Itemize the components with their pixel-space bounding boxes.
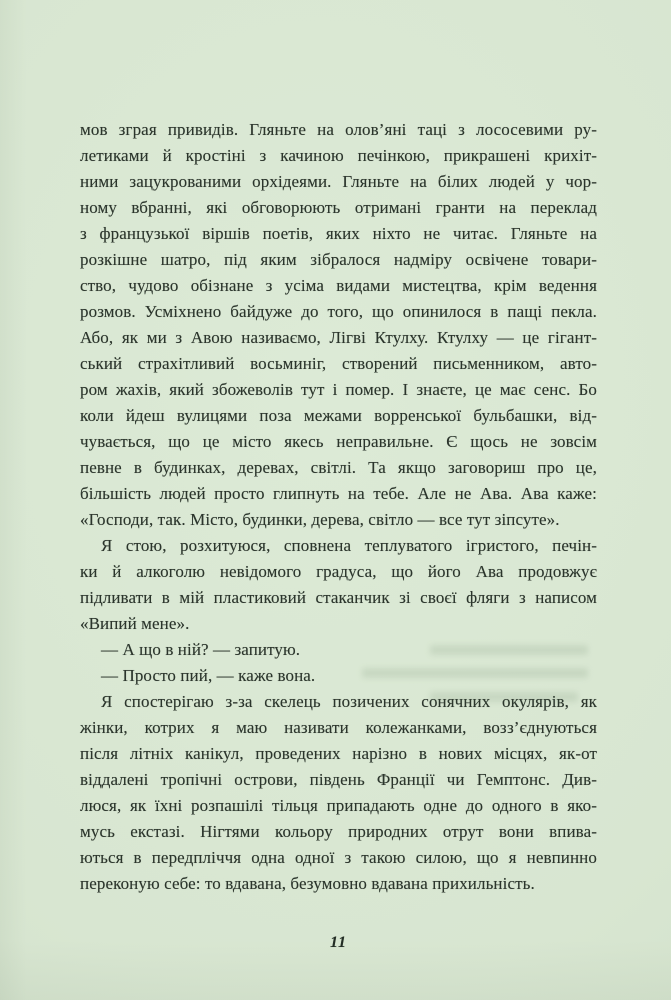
text-line: підливати в мій пластиковий стаканчик зі своєї фляги з написом (80, 588, 597, 607)
text-line: більшість людей просто глипнуть на тебе. Але не Ава. Ава каже: (80, 484, 597, 503)
text-line: жінки, котрих я маю називати колежанками, возз’єднуються (80, 718, 597, 737)
text-line: ки й алкоголю невідомого градуса, що його Ава продовжує (80, 562, 597, 581)
text-line: «Випий мене». (80, 614, 190, 633)
text-line: мусь екстазі. Нігтями кольору природних отрут вони впива- (80, 822, 597, 841)
text-line: ються в передпліччя одна одної з такою силою, що я невпинно (80, 848, 597, 867)
text-line: Я стою, розхитуюся, сповнена теплуватого ігристого, печін- (101, 536, 597, 555)
text-line: люся, як їхні розпашілі тільця припадають одне до одного в яко- (80, 796, 597, 815)
page-number: 11 (329, 934, 348, 951)
text-line: — А що в ній? — запитую. (101, 640, 301, 659)
text-line: ський страхітливий восьминіг, створений письменником, авто- (80, 354, 597, 373)
text-line: з французької віршів поетів, яких ніхто не читає. Гляньте на (80, 224, 597, 243)
text-line: коли йдеш вулицями поза межами ворренської бульбашки, від- (80, 406, 597, 425)
text-line: летиками й кростіні з качиною печінкою, прикрашені крихіт- (80, 146, 597, 165)
text-line: переконую себе: то вдавана, безумовно вдавана прихильність. (80, 874, 535, 893)
text-line: «Господи, так. Місто, будинки, дерева, світло — все тут зіпсуте». (80, 510, 560, 529)
text-line: чувається, що це місто якесь неправильне. Є щось не зовсім (80, 432, 597, 451)
text-line: віддалені тропічні острови, південь Франції чи Гемптонс. Див- (80, 770, 597, 789)
text-line: ром жахів, який збожеволів тут і помер. І знаєте, це має сенс. Бо (80, 380, 597, 399)
body-text-block (80, 117, 597, 897)
text-line: ство, чудово обізнане з усіма видами мистецтва, крім ведення (80, 276, 597, 295)
text-line: після літніх канікул, проведених нарізно в нових місцях, як-от (80, 744, 597, 763)
text-line: певне в будинках, деревах, світлі. Та якщо заговориш про це, (80, 458, 597, 477)
text-line: ному вбранні, які обговорюють отримані гранти на переклад (80, 198, 597, 217)
text-line: ними зацукрованими орхідеями. Гляньте на білих людей у чор- (80, 172, 597, 191)
text-line: розмов. Усміхнено байдуже до того, що опинилося в пащі пекла. (80, 302, 597, 321)
text-line: Або, як ми з Авою називаємо, Лігві Ктулху. Ктулху — це гігант- (80, 328, 597, 347)
text-line: — Просто пий, — каже вона. (101, 666, 316, 685)
text-line: Я спостерігаю з-за скелець позичених сонячних окулярів, як (101, 692, 597, 711)
text-line: мов зграя привидів. Гляньте на олов’яні таці з лососевими ру- (80, 120, 597, 139)
text-line: розкішне шатро, під яким зібралося надміру освічене товари- (80, 250, 597, 269)
